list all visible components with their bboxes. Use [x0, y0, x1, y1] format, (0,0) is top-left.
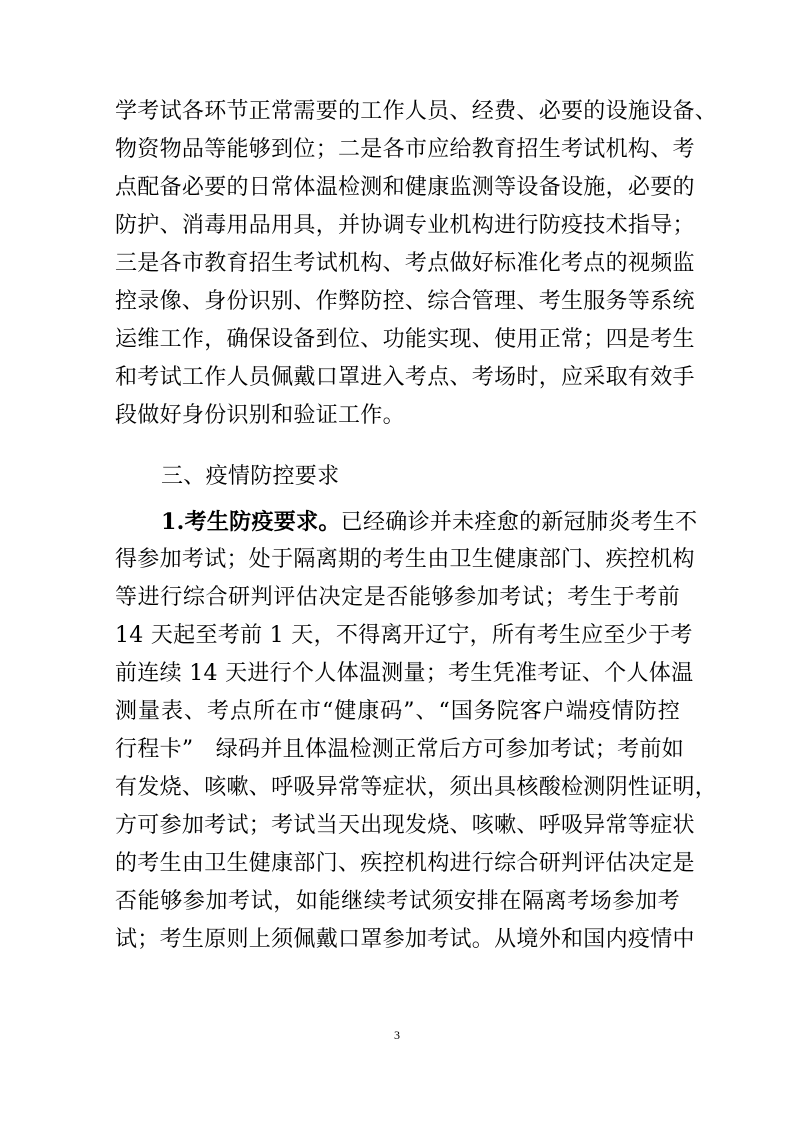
paragraph-line: 否能够参加考试，如能继续考试须安排在隔离考场参加考: [115, 889, 680, 914]
paragraph-line: 防护、消毒用品用具，并协调专业机构进行防疫技术指导；: [115, 213, 695, 238]
requirement-lead: 1.考生防疫要求。: [161, 509, 341, 535]
paragraph-line: 等进行综合研判评估决定是否能够参加考试；考生于考前: [115, 585, 680, 610]
paragraph-line: 有发烧、咳嗽、呼吸异常等症状，须出具核酸检测阴性证明，: [115, 775, 718, 800]
paragraph-line: 试；考生原则上须佩戴口罩参加考试。从境外和国内疫情中: [115, 927, 695, 952]
paragraph-line: 测量表、考点所在市“健康码”、“国务院客户端疫情防控: [115, 699, 680, 724]
paragraph-line: 的考生由卫生健康部门、疾控机构进行综合研判评估决定是: [115, 851, 695, 876]
paragraph-line: 方可参加考试；考试当天出现发烧、咳嗽、呼吸异常等症状: [115, 813, 695, 838]
paragraph-line: 物资物品等能够到位；二是各市应给教育招生考试机构、考: [115, 137, 695, 162]
page-number: 3: [394, 1028, 400, 1042]
paragraph-line: 和考试工作人员佩戴口罩进入考点、考场时，应采取有效手: [115, 365, 695, 390]
paragraph-line: 前连续 14 天进行个人体温测量；考生凭准考证、个人体温: [115, 661, 694, 686]
paragraph-line: 学考试各环节正常需要的工作人员、经费、必要的设施设备、: [115, 99, 718, 124]
paragraph-line: 运维工作，确保设备到位、功能实现、使用正常；四是考生: [115, 327, 695, 352]
paragraph-line: 控录像、身份识别、作弊防控、综合管理、考生服务等系统: [115, 289, 695, 314]
paragraph-line: 段做好身份识别和验证工作。: [115, 403, 405, 428]
paragraph-line: 行程卡” 绿码并且体温检测正常后方可参加考试；考前如: [115, 737, 685, 762]
paragraph-line: [161, 503, 698, 542]
paragraph-line: 三是各市教育招生考试机构、考点做好标准化考点的视频监: [115, 251, 695, 276]
paragraph-line: 点配备必要的日常体温检测和健康监测等设备设施，必要的: [115, 175, 695, 200]
section-heading: 三、疫情防控要求: [161, 464, 340, 489]
paragraph-line: 得参加考试；处于隔离期的考生由卫生健康部门、疾控机构: [115, 547, 695, 572]
paragraph-line-text: 已经确诊并未痊愈的新冠肺炎考生不: [340, 510, 698, 535]
paragraph-line: 14 天起至考前 1 天，不得离开辽宁，所有考生应至少于考: [115, 623, 693, 648]
